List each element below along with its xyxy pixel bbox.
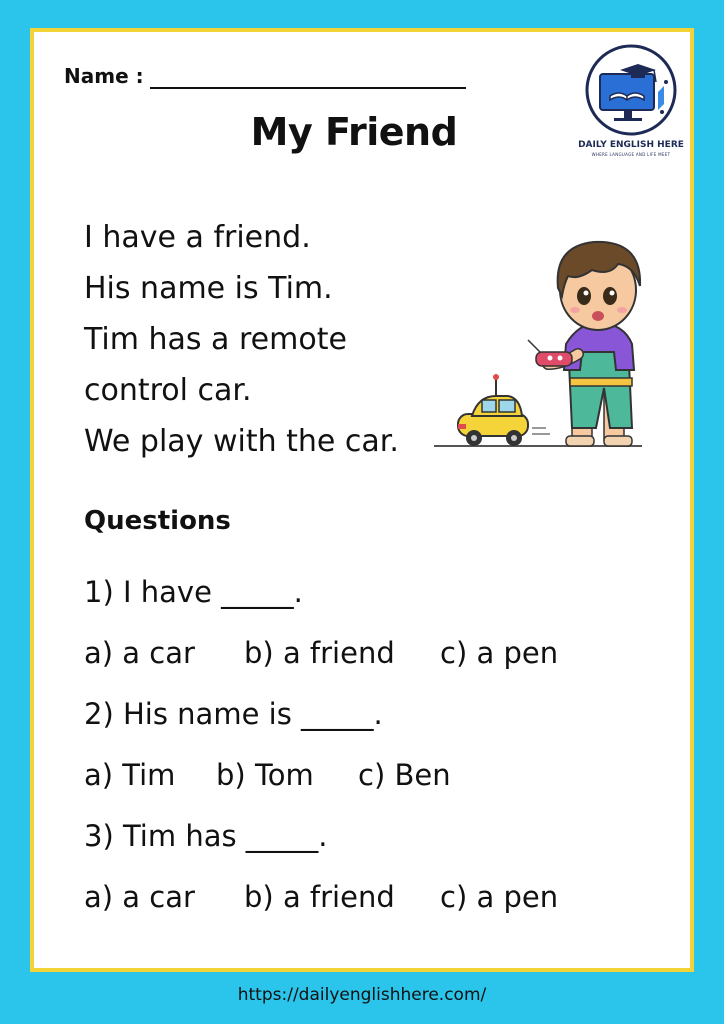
boy-with-remote-car-illustration <box>428 192 648 452</box>
option-b: b) a friend <box>244 880 395 914</box>
option-a: a) Tim <box>84 758 176 792</box>
story-passage <box>84 212 464 467</box>
option-c: c) Ben <box>358 758 451 792</box>
toy-car-icon <box>458 374 550 446</box>
option-c: c) a pen <box>440 880 559 914</box>
logo-tagline: WHERE LANGUAGE AND LIFE MEET <box>591 152 671 157</box>
footer-url[interactable]: https://dailyenglishhere.com/ <box>237 985 487 1005</box>
page-title: My Friend <box>250 110 458 154</box>
name-label: Name : <box>64 64 144 88</box>
story-line: I have a friend. <box>84 220 311 255</box>
question-1: 1) I have _____. <box>84 575 303 609</box>
answer-options-3 <box>84 867 664 928</box>
answer-options-2 <box>84 745 664 806</box>
question-2: 2) His name is _____. <box>84 697 383 731</box>
worksheet <box>30 28 694 972</box>
story-line: Tim has a remote <box>84 322 347 357</box>
logo-text: DAILY ENGLISH HERE <box>578 140 684 150</box>
option-c: c) a pen <box>440 636 559 670</box>
option-a: a) a car <box>84 880 195 914</box>
question-3: 3) Tim has _____. <box>84 819 328 853</box>
story-line: We play with the car. <box>84 424 399 459</box>
logo-emblem-icon <box>576 40 686 140</box>
story-line: control car. <box>84 373 252 408</box>
name-blank-line <box>150 87 466 89</box>
option-b: b) Tom <box>216 758 314 792</box>
questions-heading: Questions <box>84 506 231 536</box>
option-a: a) a car <box>84 636 195 670</box>
brand-logo <box>576 40 686 160</box>
option-b: b) a friend <box>244 636 395 670</box>
answer-options-1 <box>84 623 664 684</box>
questions-list <box>84 562 664 928</box>
story-line: His name is Tim. <box>84 271 333 306</box>
